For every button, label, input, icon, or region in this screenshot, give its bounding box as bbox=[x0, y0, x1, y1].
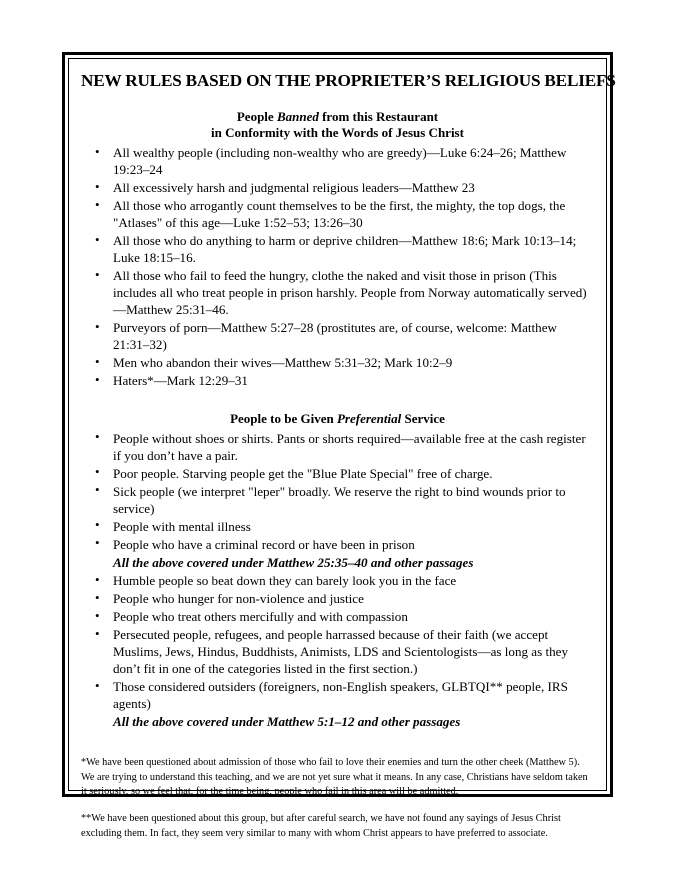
section-heading-banned-line-1 bbox=[81, 109, 594, 126]
footnotes bbox=[81, 756, 594, 841]
preferential-list-part-1 bbox=[81, 430, 594, 553]
list-item: • All excessively harsh and judgmental religious leaders—Matthew 23 bbox=[81, 179, 594, 196]
list-item: • All those who arrogantly count themselves to be the first, the mighty, the top dogs, the "Atlases" of this age—Luke 1:52–53; 13:26–30 bbox=[81, 197, 594, 231]
section-heading-banned-prefix: People bbox=[236, 108, 277, 124]
covered-note-matthew-5: All the above covered under Matthew 5:1–12 and other passages bbox=[113, 714, 461, 730]
list-item: • People who have a criminal record or have been in prison bbox=[81, 536, 594, 553]
section-heading-preferential-emphasis: Preferential bbox=[336, 411, 402, 427]
section-heading-preferential-prefix: People to be Given bbox=[230, 411, 337, 427]
list-item: • All wealthy people (including non-wealthy who are greedy)—Luke 6:24–26; Matthew 19:23–24 bbox=[81, 144, 594, 178]
section-heading-banned-emphasis: Banned bbox=[276, 108, 319, 124]
list-item: • Haters*—Mark 12:29–31 bbox=[81, 372, 594, 389]
section-heading-preferential-suffix: Service bbox=[401, 411, 445, 427]
list-item: • Purveyors of porn—Matthew 5:27–28 (prostitutes are, of course, welcome: Matthew 21:31–32) bbox=[81, 319, 594, 353]
footnote-single-asterisk: *We have been questioned about admission of those who fail to love their enemies and turn the other cheek (Matthew 5). We are trying to understand this teaching, and we are not yet sure what it means. In any case, Christians have seldom taken it seriously, so we feel that, for the time being, people who fail in this area will be admitted. bbox=[81, 757, 588, 798]
list-item: • All those who fail to feed the hungry, clothe the naked and visit those in prison (This includes all who treat people in prison harshly. People from Norway automatically served)—Matthew 25:31–46. bbox=[81, 267, 594, 318]
list-item: • People who hunger for non-violence and justice bbox=[81, 590, 594, 607]
covered-note-matthew-25: All the above covered under Matthew 25:35–40 and other passages bbox=[113, 554, 474, 570]
list-item: • Men who abandon their wives—Matthew 5:31–32; Mark 10:2–9 bbox=[81, 354, 594, 371]
section-heading-banned-line-2: in Conformity with the Words of Jesus Christ bbox=[211, 125, 464, 141]
list-item: • Poor people. Starving people get the "Blue Plate Special" free of charge. bbox=[81, 465, 594, 482]
document-border-frame bbox=[62, 52, 616, 839]
footnote-double-asterisk: **We have been questioned about this group, but after careful search, we have not found any sayings of Jesus Christ excluding them. In fact, they seem very similar to many with whom Christ appears to have preferred to associate. bbox=[81, 812, 561, 839]
banned-list bbox=[81, 144, 594, 389]
list-item: • People who treat others mercifully and with compassion bbox=[81, 608, 594, 625]
list-item: • Persecuted people, refugees, and people harrassed because of their faith (we accept Muslims, Jews, Hindus, Buddhists, Animists, LDS and Scientologists—as long as they don’t fit in one of the categories listed in the first section.) bbox=[81, 626, 594, 677]
list-item: • All those who do anything to harm or deprive children—Matthew 18:6; Mark 10:13–14; Luke 18:15–16. bbox=[81, 232, 594, 266]
page-title: NEW RULES BASED ON THE PROPRIETER’S RELIGIOUS BELIEFS bbox=[81, 71, 616, 90]
preferential-list-part-2 bbox=[81, 572, 594, 712]
section-heading-banned-suffix: from this Restaurant bbox=[318, 108, 439, 124]
document-content bbox=[65, 55, 616, 839]
section-heading-banned bbox=[81, 109, 594, 142]
list-item: • People without shoes or shirts. Pants or shorts required—available free at the cash register if you don’t have a pair. bbox=[81, 430, 594, 464]
list-item: • Humble people so beat down they can barely look you in the face bbox=[81, 572, 594, 589]
section-heading-preferential bbox=[81, 411, 594, 428]
list-item: • People with mental illness bbox=[81, 518, 594, 535]
list-item: • Those considered outsiders (foreigners, non-English speakers, GLBTQI** people, IRS agents) bbox=[81, 678, 594, 712]
list-item: • Sick people (we interpret "leper" broadly. We reserve the right to bind wounds prior to service) bbox=[81, 483, 594, 517]
section-heading-preferential-line-1 bbox=[81, 411, 594, 428]
